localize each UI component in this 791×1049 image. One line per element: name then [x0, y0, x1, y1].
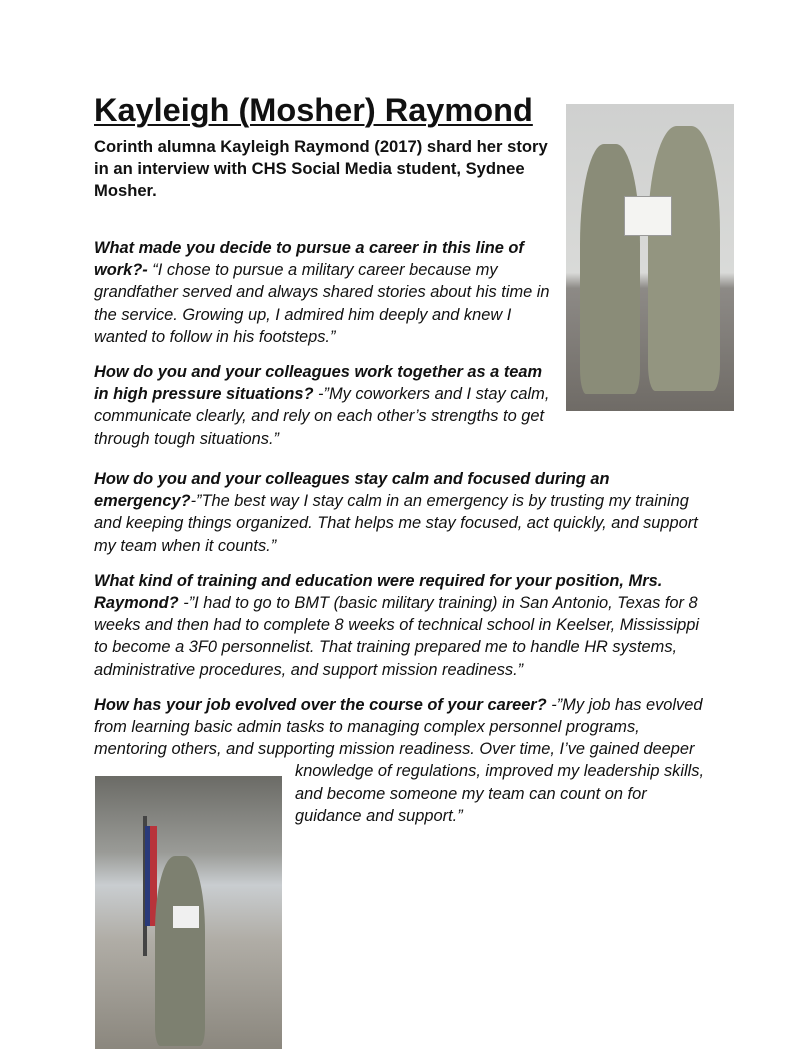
- interview-column-top: [94, 237, 556, 463]
- answer: -”My coworkers and I stay calm, communicate clearly, and rely on each other’s strengths to get through tough situations.”: [94, 385, 550, 448]
- photo-airman-under-aircraft: [95, 776, 282, 1049]
- question: How do you and your colleagues work together as a team in high pressure situations?: [94, 363, 543, 404]
- question: What made you decide to pursue a career in this line of work?-: [94, 239, 524, 280]
- question: How has your job evolved over the course of your career?: [94, 695, 547, 714]
- answer: -”My job has evolved from learning basic admin tasks to managing complex personnel programs, mentoring others, and supporting mission readiness. Over time, I’ve gained deeper knowledge of regulations, improved my leadership skills, and become someone my team can count on for guidance and support.”: [94, 695, 705, 825]
- photo-two-airmen-with-certificate: [566, 104, 734, 411]
- qa-item: [94, 361, 556, 450]
- answer: -”I had to go to BMT (basic military training) in San Antonio, Texas for 8 weeks and then had to complete 8 weeks of technical school in Keelser, Mississippi to become a 3F0 personnelist. That training prepared me to handle HR systems, administrative procedures, and support mission readiness.”: [94, 594, 699, 679]
- page-title: Kayleigh (Mosher) Raymond: [94, 92, 533, 128]
- answer: “I chose to pursue a military career because my grandfather served and always shared stories about his time in the service. Growing up, I admired him deeply and knew I wanted to follow in his footsteps.”: [94, 261, 550, 346]
- question: How do you and your colleagues stay calm and focused during an emergency?: [94, 470, 610, 511]
- qa-item: [94, 570, 706, 681]
- qa-item: [94, 237, 556, 348]
- qa-item: [94, 468, 706, 557]
- answer: -”The best way I stay calm in an emergency is by trusting my training and keeping things organized. That helps me stay focused, act quickly, and support my team when it counts.”: [94, 492, 698, 555]
- subtitle: Corinth alumna Kayleigh Raymond (2017) shard her story in an interview with CHS Social Media student, Sydnee Mosher.: [94, 137, 548, 200]
- interview-column-bottom: [94, 468, 706, 1049]
- question: What kind of training and education were required for your position, Mrs. Raymond?: [94, 571, 663, 613]
